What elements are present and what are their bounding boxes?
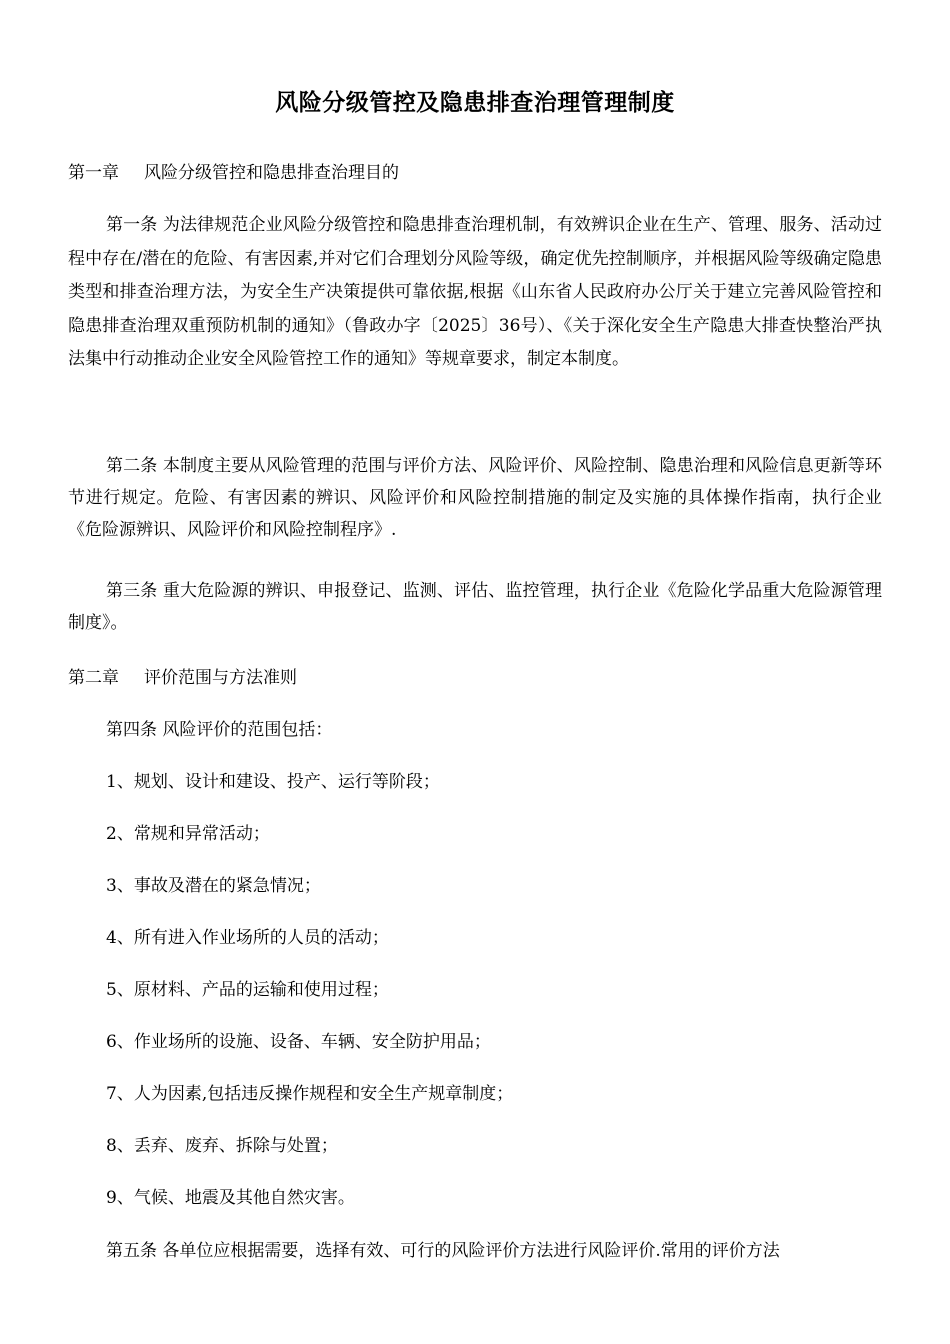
- article-5: 第五条 各单位应根据需要，选择有效、可行的风险评价方法进行风险评价.常用的评价方法: [106, 1241, 780, 1261]
- list-item: 7、人为因素,包括违反操作规程和安全生产规章制度；: [106, 1084, 514, 1104]
- list-item: 9、气候、地震及其他自然灾害。: [106, 1188, 355, 1208]
- chapter-1-heading: [68, 160, 399, 186]
- article-2: 第二条 本制度主要从风险管理的范围与评价方法、风险评价、风险控制、隐患治理和风险信息更新等环节进行规定。危险、有害因素的辨识、风险评价和风险控制措施的制定及实施的具体操作指南，执行企业《危险源辨识、风险评价和风险控制程序》.: [68, 456, 882, 540]
- chapter-1-number: 第一章: [68, 163, 119, 183]
- list-item: 5、原材料、产品的运输和使用过程；: [106, 980, 389, 1000]
- list-item: 6、作业场所的设施、设备、车辆、安全防护用品；: [106, 1032, 491, 1052]
- chapter-2-number: 第二章: [68, 668, 119, 688]
- list-item: 3、事故及潜在的紧急情况；: [106, 876, 321, 896]
- document-title: 风险分级管控及隐患排查治理管理制度: [275, 90, 675, 116]
- article-1: 第一条 为法律规范企业风险分级管控和隐患排查治理机制，有效辨识企业在生产、管理、服务、活动过程中存在/潜在的危险、有害因素,并对它们合理划分风险等级，确定优先控制顺序，并根据风险等级确定隐患类型和排查治理方法，为安全生产决策提供可靠依据,根据《山东省人民政府办公厅关于建立完善风险管控和隐患排查治理双重预防机制的通知》（鲁政办字〔2025〕36号）、《关于深化安全生产隐患大排查快整治严执法集中行动推动企业安全风险管控工作的通知》等规章要求，制定本制度。: [68, 215, 882, 369]
- list-item: 8、丢弃、废弃、拆除与处置；: [106, 1136, 338, 1156]
- chapter-2-heading: [68, 665, 297, 691]
- chapter-1-title: 风险分级管控和隐患排查治理目的: [144, 163, 399, 183]
- list-item: 1、规划、设计和建设、投产、运行等阶段；: [106, 772, 440, 792]
- chapter-2-title: 评价范围与方法准则: [144, 668, 297, 688]
- article-4: 第四条 风险评价的范围包括：: [106, 720, 333, 740]
- article-3: 第三条 重大危险源的辨识、申报登记、监测、评估、监控管理，执行企业《危险化学品重大危险源管理制度》。: [68, 581, 882, 633]
- list-item: 4、所有进入作业场所的人员的活动；: [106, 928, 389, 948]
- list-item: 2、常规和异常活动；: [106, 824, 270, 844]
